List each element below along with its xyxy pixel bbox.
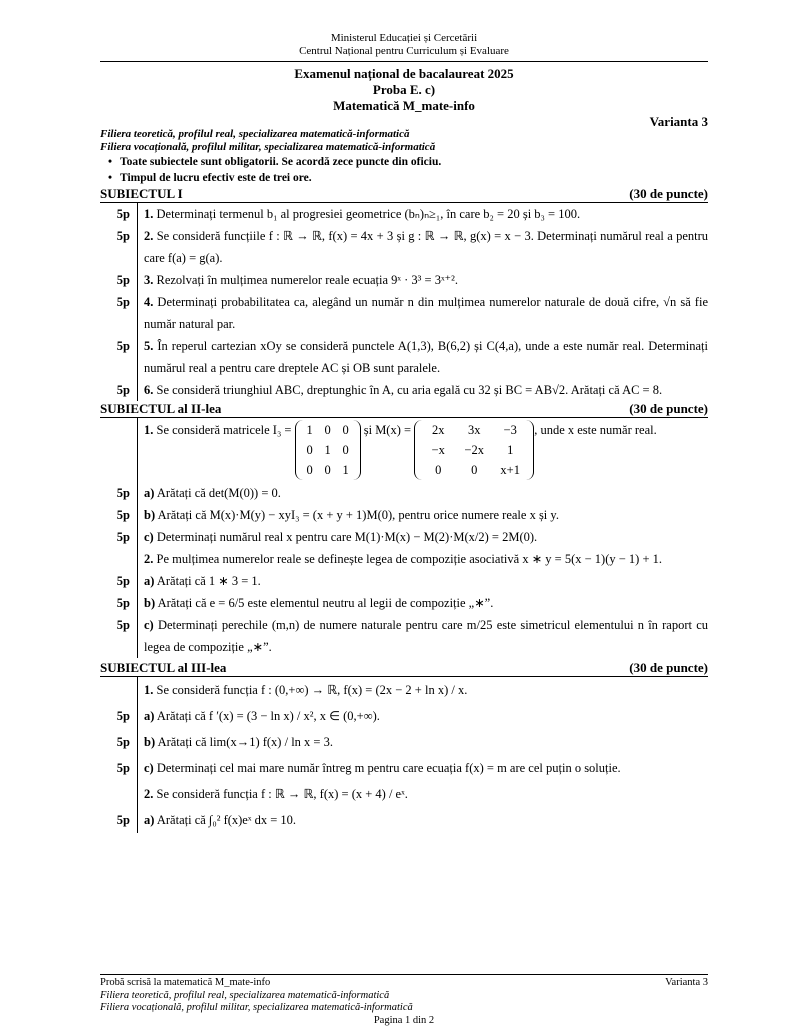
- m-matrix: 2x 3x −3 −x −2x 1 0 0 x+1: [414, 420, 534, 480]
- problem-item: 5p 2. Se consideră funcțiile f : ℝ → ℝ, f(x) = 4x + 3 și g : ℝ → ℝ, g(x) = x − 3. Determinați numărul real a pentru care f(a) = g(a).: [116, 229, 709, 265]
- center-name: Centrul Național pentru Curriculum și Evaluare: [299, 45, 509, 57]
- instructions-list: [100, 154, 708, 186]
- footer-line: Filiera teoretică, profilul real, specializarea matematică-informatică: [100, 989, 390, 1001]
- section-title: SUBIECTUL al II-lea: [100, 401, 222, 416]
- section-3-header: [100, 660, 708, 676]
- exam-title: Examenul național de bacalaureat 2025: [294, 66, 514, 81]
- section-title: SUBIECTUL I: [100, 186, 183, 201]
- exam-page: [100, 0, 708, 833]
- header-divider: [100, 61, 708, 62]
- subject-title: Matematică M_mate-info: [333, 98, 475, 113]
- section-2-items: [100, 418, 708, 658]
- page-footer: [100, 974, 708, 1027]
- problem-item: 5p c) Determinați perechile (m,n) de numere naturale pentru care m/25 este simetricul elementului n în raport cu legea de compoziție „∗”.: [116, 618, 708, 654]
- problem-item: 5p b) Arătați că e = 6/5 este elementul neutru al legii de compoziție „∗”.: [116, 596, 494, 610]
- section-title: SUBIECTUL al III-lea: [100, 660, 227, 675]
- section-2-header: [100, 401, 708, 417]
- problem-item: 5p 5. În reperul cartezian xOy se consideră punctele A(1,3), B(6,2) și C(4,a), unde a este număr real. Determinați numărul real a pentru care dreptele AC și OB sunt paralele.: [116, 339, 709, 375]
- section-1-items: [100, 203, 708, 401]
- matrix-definition: 1. Se consideră matricele I₃ = 1 0 0 0 1 0 0 0 1 și M(x) = 2x 3x −3 −x −2x 1 0 0 x+1 , unde x este număr real.: [100, 418, 708, 482]
- page-number: Pagina 1 din 2: [373, 1014, 435, 1026]
- footer-variant: Varianta 3: [665, 977, 708, 988]
- section-points: (30 de puncte): [629, 401, 708, 416]
- problem-item: 5p a) Arătați că f ′(x) = (3 − ln x) / x², x ∈ (0,+∞).: [116, 709, 380, 723]
- ministry-header: [100, 32, 708, 58]
- problem-item: 5p 6. Se consideră triunghiul ABC, dreptunghic în A, cu aria egală cu 32 și BC = AB√2. Arătați că AC = 8.: [116, 383, 663, 397]
- variant-label: Varianta 3: [649, 114, 708, 129]
- identity-matrix: 1 0 0 0 1 0 0 0 1: [295, 420, 361, 480]
- section-1-header: [100, 186, 708, 202]
- footer-line: Probă scrisă la matematică M_mate-info: [100, 977, 271, 988]
- problem-item: 5p b) Arătați că lim(x→1) f(x) / ln x = 3.: [116, 735, 333, 749]
- filiera-line: Filiera teoretică, profilul real, specializarea matematică-informatică: [100, 128, 410, 140]
- problem-intro: 1. Se consideră funcția f : (0,+∞) → ℝ, f(x) = (2x − 2 + ln x) / x.: [144, 683, 468, 697]
- instruction-item: • Timpul de lucru efectiv este de trei ore.: [100, 170, 708, 186]
- problem-item: 5p b) Arătați că M(x)·M(y) − xyI₃ = (x + y + 1)M(0), pentru orice numere reale x și y.: [116, 508, 559, 522]
- footer-divider: [100, 974, 708, 975]
- problem-item: 5p c) Determinați numărul real x pentru care M(1)·M(x) − M(2)·M(x/2) = 2M(0).: [116, 530, 538, 544]
- problem-intro: 2. Pe mulțimea numerelor reale se definește legea de compoziție asociativă x ∗ y = 5(x − 1)(y − 1) + 1.: [144, 552, 663, 566]
- problem-item: 5p c) Determinați cel mai mare număr întreg m pentru care ecuația f(x) = m are cel puțin o soluție.: [116, 761, 621, 775]
- exam-title-block: [100, 66, 708, 114]
- filiera-block: [100, 128, 708, 154]
- proba-title: Proba E. c): [372, 82, 436, 97]
- section-points: (30 de puncte): [629, 660, 708, 675]
- problem-item: 5p 4. Determinați probabilitatea ca, alegând un număr n din mulțimea numerelor naturale de două cifre, √n să fie număr natural par.: [116, 295, 708, 331]
- ministry-name: Ministerul Educației și Cercetării: [330, 32, 478, 44]
- section-3-items: [100, 677, 708, 833]
- problem-intro: 2. Se consideră funcția f : ℝ → ℝ, f(x) = (x + 4) / eˣ.: [144, 787, 408, 801]
- problem-item: 5p a) Arătați că ∫₀² f(x)eˣ dx = 10.: [116, 813, 297, 827]
- problem-item: 5p 3. Rezolvați în mulțimea numerelor reale ecuația 9ˣ · 3³ = 3ˣ⁺².: [116, 273, 459, 287]
- problem-item: 5p a) Arătați că 1 ∗ 3 = 1.: [116, 574, 261, 588]
- instruction-item: • Toate subiectele sunt obligatorii. Se acordă zece puncte din oficiu.: [100, 154, 708, 170]
- filiera-line: Filiera vocațională, profilul militar, specializarea matematică-informatică: [100, 141, 436, 153]
- problem-item: 5p 1. Determinați termenul b₁ al progresiei geometrice (bₙ)ₙ≥₁, în care b₂ = 20 și b₃ = 100.: [116, 207, 581, 221]
- section-points: (30 de puncte): [629, 186, 708, 201]
- problem-item: 5p a) Arătați că det(M(0)) = 0.: [116, 486, 281, 500]
- footer-line: Filiera vocațională, profilul militar, specializarea matematică-informatică: [100, 1002, 413, 1013]
